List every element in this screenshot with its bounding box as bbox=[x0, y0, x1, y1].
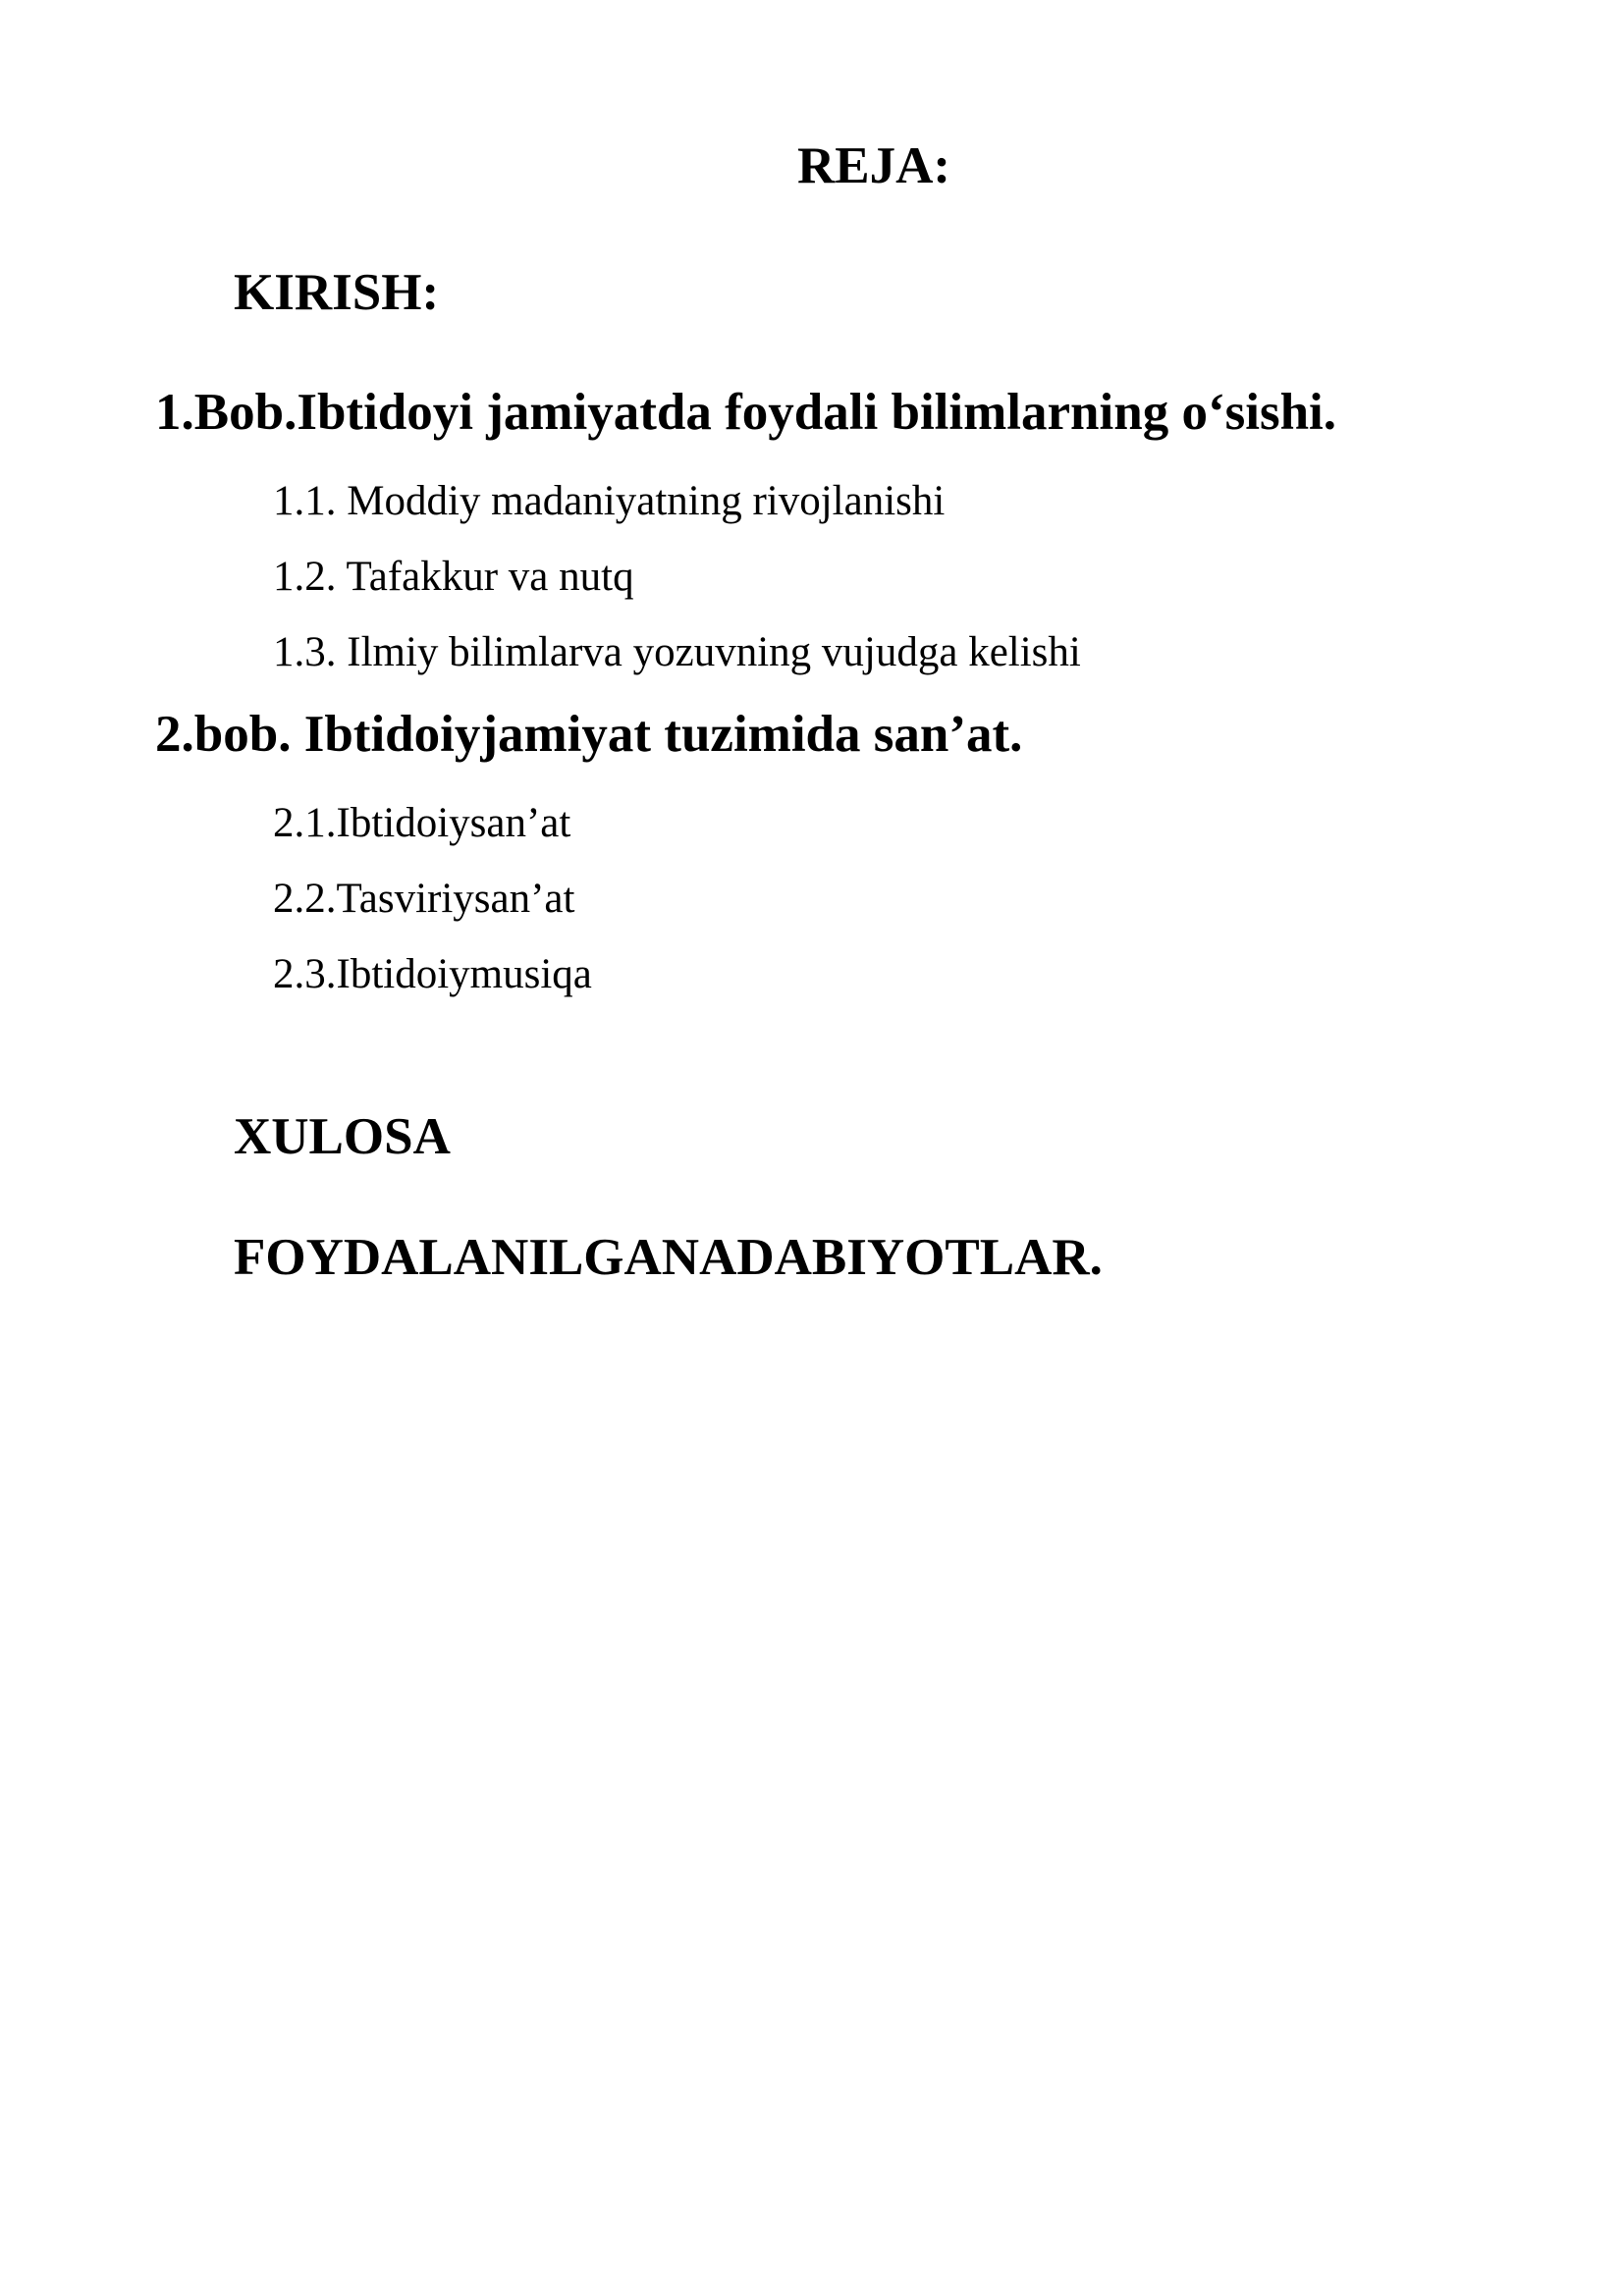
references-heading: FOYDALANILGANADABIYOTLAR. bbox=[234, 1229, 1103, 1286]
intro-heading: KIRISH: bbox=[234, 264, 440, 321]
subsection-1-1: 1.1. Moddiy madaniyatning rivojlanishi bbox=[273, 478, 946, 524]
conclusion-heading: XULOSA bbox=[234, 1108, 451, 1165]
subsection-1-2: 1.2. Tafakkur va nutq bbox=[273, 554, 634, 600]
page-title: REJA: bbox=[796, 137, 951, 194]
subsection-2-1: 2.1.Ibtidoiysan’at bbox=[273, 800, 571, 846]
subsection-2-3: 2.3.Ibtidoiymusiqa bbox=[273, 951, 592, 997]
chapter-2-heading: 2.bob. Ibtidoiyjamiyat tuzimida san’at. bbox=[155, 706, 1023, 763]
chapter-1-heading: 1.Bob.Ibtidoyi jamiyatda foydali bilimlarning o‘sishi. bbox=[155, 384, 1337, 441]
subsection-2-2: 2.2.Tasviriysan’at bbox=[273, 876, 575, 922]
subsection-1-3: 1.3. Ilmiy bilimlarva yozuvning vujudga kelishi bbox=[273, 629, 1081, 675]
